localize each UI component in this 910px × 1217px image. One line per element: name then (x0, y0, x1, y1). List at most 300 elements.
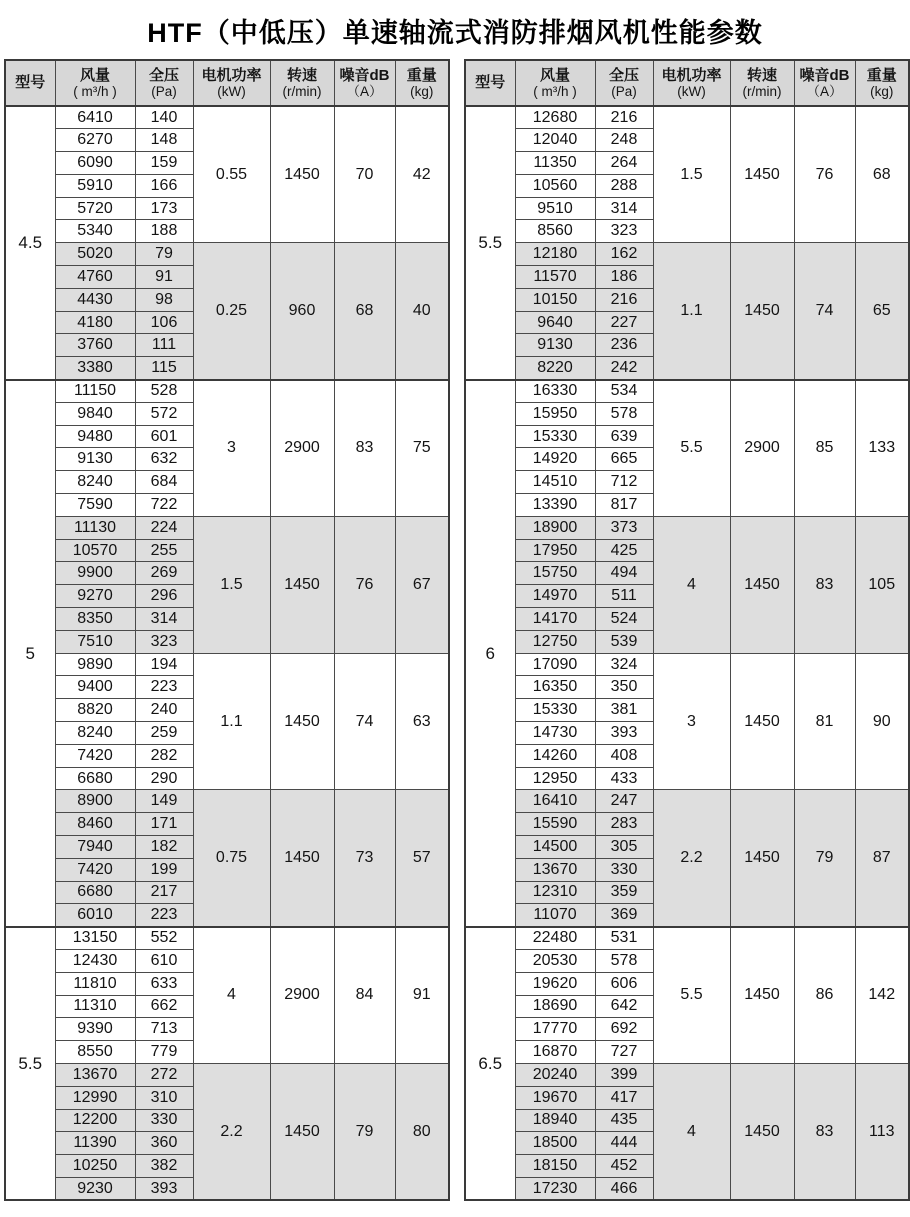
airflow-cell: 12990 (55, 1086, 135, 1109)
weight-cell: 42 (395, 106, 449, 243)
weight-cell: 63 (395, 653, 449, 790)
pressure-cell: 369 (595, 904, 653, 927)
model-cell: 5.5 (5, 927, 55, 1201)
airflow-cell: 15950 (515, 402, 595, 425)
pressure-cell: 552 (135, 927, 193, 950)
pressure-cell: 662 (135, 995, 193, 1018)
airflow-cell: 9640 (515, 311, 595, 334)
pressure-cell: 223 (135, 676, 193, 699)
column-header-noise: 噪音dB （A） (794, 60, 855, 106)
power-cell: 4 (653, 1063, 730, 1200)
pressure-cell: 632 (135, 448, 193, 471)
column-header-speed: 转速 (r/min) (270, 60, 334, 106)
column-header-pressure: 全压 (Pa) (135, 60, 193, 106)
airflow-cell: 3760 (55, 334, 135, 357)
airflow-cell: 8460 (55, 813, 135, 836)
pressure-cell: 162 (595, 243, 653, 266)
noise-cell: 81 (794, 653, 855, 790)
weight-cell: 105 (855, 516, 909, 653)
pressure-cell: 359 (595, 881, 653, 904)
speed-cell: 1450 (270, 516, 334, 653)
airflow-cell: 10560 (515, 174, 595, 197)
airflow-cell: 14970 (515, 585, 595, 608)
pressure-cell: 314 (595, 197, 653, 220)
weight-cell: 91 (395, 927, 449, 1064)
tables-container (4, 59, 906, 1201)
airflow-cell: 4760 (55, 266, 135, 289)
pressure-cell: 269 (135, 562, 193, 585)
airflow-cell: 8820 (55, 699, 135, 722)
airflow-cell: 9840 (55, 402, 135, 425)
speed-cell: 2900 (270, 927, 334, 1064)
airflow-cell: 6680 (55, 767, 135, 790)
airflow-cell: 12950 (515, 767, 595, 790)
weight-cell: 75 (395, 380, 449, 517)
header-row (465, 60, 909, 106)
pressure-cell: 186 (595, 266, 653, 289)
power-cell: 2.2 (653, 790, 730, 927)
airflow-cell: 16870 (515, 1041, 595, 1064)
airflow-cell: 8220 (515, 357, 595, 380)
table-row (465, 516, 909, 539)
airflow-cell: 15330 (515, 425, 595, 448)
power-cell: 5.5 (653, 927, 730, 1064)
weight-cell: 68 (855, 106, 909, 243)
weight-cell: 40 (395, 243, 449, 380)
speed-cell: 1450 (270, 106, 334, 243)
table-row (5, 516, 449, 539)
pressure-cell: 435 (595, 1109, 653, 1132)
power-cell: 5.5 (653, 380, 730, 517)
pressure-cell: 360 (135, 1132, 193, 1155)
pressure-cell: 283 (595, 813, 653, 836)
airflow-cell: 18500 (515, 1132, 595, 1155)
speed-cell: 1450 (730, 790, 794, 927)
airflow-cell: 11390 (55, 1132, 135, 1155)
weight-cell: 87 (855, 790, 909, 927)
noise-cell: 76 (794, 106, 855, 243)
airflow-cell: 8900 (55, 790, 135, 813)
column-header-power: 电机功率 (kW) (193, 60, 270, 106)
pressure-cell: 528 (135, 380, 193, 403)
pressure-cell: 91 (135, 266, 193, 289)
noise-cell: 86 (794, 927, 855, 1064)
pressure-cell: 106 (135, 311, 193, 334)
airflow-cell: 16350 (515, 676, 595, 699)
power-cell: 1.5 (193, 516, 270, 653)
airflow-cell: 12310 (515, 881, 595, 904)
speed-cell: 1450 (730, 106, 794, 243)
pressure-cell: 149 (135, 790, 193, 813)
pressure-cell: 323 (135, 630, 193, 653)
noise-cell: 68 (334, 243, 395, 380)
table-row (5, 1063, 449, 1086)
airflow-cell: 14920 (515, 448, 595, 471)
pressure-cell: 511 (595, 585, 653, 608)
pressure-cell: 259 (135, 722, 193, 745)
power-cell: 0.75 (193, 790, 270, 927)
pressure-cell: 722 (135, 494, 193, 517)
airflow-cell: 5020 (55, 243, 135, 266)
airflow-cell: 8240 (55, 471, 135, 494)
noise-cell: 79 (334, 1063, 395, 1200)
airflow-cell: 14510 (515, 471, 595, 494)
column-header-airflow: 风量 ( m³/h ) (55, 60, 135, 106)
noise-cell: 74 (334, 653, 395, 790)
table-row (465, 106, 909, 129)
airflow-cell: 10150 (515, 288, 595, 311)
weight-cell: 142 (855, 927, 909, 1064)
airflow-cell: 11570 (515, 266, 595, 289)
airflow-cell: 7420 (55, 858, 135, 881)
airflow-cell: 9890 (55, 653, 135, 676)
airflow-cell: 3380 (55, 357, 135, 380)
pressure-cell: 111 (135, 334, 193, 357)
airflow-cell: 9230 (55, 1177, 135, 1200)
airflow-cell: 9130 (55, 448, 135, 471)
power-cell: 0.55 (193, 106, 270, 243)
pressure-cell: 188 (135, 220, 193, 243)
airflow-cell: 9390 (55, 1018, 135, 1041)
pressure-cell: 606 (595, 972, 653, 995)
speed-cell: 1450 (270, 1063, 334, 1200)
column-header-speed: 转速 (r/min) (730, 60, 794, 106)
pressure-cell: 330 (135, 1109, 193, 1132)
pressure-cell: 216 (595, 288, 653, 311)
table-row (5, 927, 449, 950)
noise-cell: 76 (334, 516, 395, 653)
pressure-cell: 393 (135, 1177, 193, 1200)
airflow-cell: 7590 (55, 494, 135, 517)
airflow-cell: 17950 (515, 539, 595, 562)
airflow-cell: 11150 (55, 380, 135, 403)
pressure-cell: 242 (595, 357, 653, 380)
airflow-cell: 18150 (515, 1155, 595, 1178)
column-header-model: 型号 (5, 60, 55, 106)
column-header-noise: 噪音dB （A） (334, 60, 395, 106)
pressure-cell: 393 (595, 722, 653, 745)
airflow-cell: 14730 (515, 722, 595, 745)
column-header-airflow: 风量 ( m³/h ) (515, 60, 595, 106)
airflow-cell: 6090 (55, 152, 135, 175)
model-cell: 5.5 (465, 106, 515, 380)
pressure-cell: 531 (595, 927, 653, 950)
airflow-cell: 6270 (55, 129, 135, 152)
power-cell: 2.2 (193, 1063, 270, 1200)
model-cell: 6.5 (465, 927, 515, 1201)
pressure-cell: 182 (135, 836, 193, 859)
airflow-cell: 6010 (55, 904, 135, 927)
model-cell: 5 (5, 380, 55, 927)
speed-cell: 1450 (730, 927, 794, 1064)
speed-cell: 1450 (730, 653, 794, 790)
airflow-cell: 19620 (515, 972, 595, 995)
airflow-cell: 8350 (55, 608, 135, 631)
airflow-cell: 7420 (55, 744, 135, 767)
airflow-cell: 8560 (515, 220, 595, 243)
pressure-cell: 324 (595, 653, 653, 676)
power-cell: 0.25 (193, 243, 270, 380)
pressure-cell: 381 (595, 699, 653, 722)
airflow-cell: 12680 (515, 106, 595, 129)
airflow-cell: 17770 (515, 1018, 595, 1041)
pressure-cell: 494 (595, 562, 653, 585)
column-header-model: 型号 (465, 60, 515, 106)
table-row (5, 380, 449, 403)
pressure-cell: 444 (595, 1132, 653, 1155)
airflow-cell: 14500 (515, 836, 595, 859)
airflow-cell: 11070 (515, 904, 595, 927)
pressure-cell: 314 (135, 608, 193, 631)
pressure-cell: 633 (135, 972, 193, 995)
table-slot-right (464, 59, 910, 1201)
pressure-cell: 539 (595, 630, 653, 653)
pressure-cell: 247 (595, 790, 653, 813)
airflow-cell: 17230 (515, 1177, 595, 1200)
noise-cell: 83 (334, 380, 395, 517)
pressure-cell: 194 (135, 653, 193, 676)
weight-cell: 65 (855, 243, 909, 380)
pressure-cell: 115 (135, 357, 193, 380)
airflow-cell: 12180 (515, 243, 595, 266)
fan-performance-table-left (4, 59, 450, 1201)
pressure-cell: 173 (135, 197, 193, 220)
airflow-cell: 18690 (515, 995, 595, 1018)
speed-cell: 1450 (270, 653, 334, 790)
table-row (5, 106, 449, 129)
power-cell: 4 (193, 927, 270, 1064)
pressure-cell: 216 (595, 106, 653, 129)
airflow-cell: 15750 (515, 562, 595, 585)
airflow-cell: 9130 (515, 334, 595, 357)
noise-cell: 74 (794, 243, 855, 380)
power-cell: 3 (193, 380, 270, 517)
pressure-cell: 692 (595, 1018, 653, 1041)
table-row (5, 790, 449, 813)
noise-cell: 79 (794, 790, 855, 927)
airflow-cell: 5720 (55, 197, 135, 220)
pressure-cell: 236 (595, 334, 653, 357)
airflow-cell: 7940 (55, 836, 135, 859)
pressure-cell: 425 (595, 539, 653, 562)
pressure-cell: 248 (595, 129, 653, 152)
airflow-cell: 4180 (55, 311, 135, 334)
pressure-cell: 466 (595, 1177, 653, 1200)
weight-cell: 90 (855, 653, 909, 790)
speed-cell: 1450 (730, 516, 794, 653)
table-slot-left (4, 59, 450, 1201)
pressure-cell: 417 (595, 1086, 653, 1109)
airflow-cell: 19670 (515, 1086, 595, 1109)
pressure-cell: 817 (595, 494, 653, 517)
airflow-cell: 12750 (515, 630, 595, 653)
airflow-cell: 17090 (515, 653, 595, 676)
weight-cell: 57 (395, 790, 449, 927)
speed-cell: 1450 (730, 243, 794, 380)
table-row (465, 1063, 909, 1086)
pressure-cell: 166 (135, 174, 193, 197)
pressure-cell: 255 (135, 539, 193, 562)
pressure-cell: 217 (135, 881, 193, 904)
weight-cell: 113 (855, 1063, 909, 1200)
airflow-cell: 12430 (55, 949, 135, 972)
pressure-cell: 171 (135, 813, 193, 836)
fan-performance-table-right (464, 59, 910, 1201)
airflow-cell: 14260 (515, 744, 595, 767)
pressure-cell: 98 (135, 288, 193, 311)
airflow-cell: 11130 (55, 516, 135, 539)
pressure-cell: 534 (595, 380, 653, 403)
pressure-cell: 373 (595, 516, 653, 539)
pressure-cell: 350 (595, 676, 653, 699)
pressure-cell: 310 (135, 1086, 193, 1109)
airflow-cell: 12200 (55, 1109, 135, 1132)
column-header-pressure: 全压 (Pa) (595, 60, 653, 106)
table-row (465, 653, 909, 676)
speed-cell: 2900 (730, 380, 794, 517)
model-cell: 6 (465, 380, 515, 927)
airflow-cell: 10570 (55, 539, 135, 562)
airflow-cell: 7510 (55, 630, 135, 653)
airflow-cell: 16410 (515, 790, 595, 813)
pressure-cell: 224 (135, 516, 193, 539)
airflow-cell: 13670 (55, 1063, 135, 1086)
pressure-cell: 408 (595, 744, 653, 767)
airflow-cell: 11350 (515, 152, 595, 175)
pressure-cell: 712 (595, 471, 653, 494)
airflow-cell: 15590 (515, 813, 595, 836)
pressure-cell: 282 (135, 744, 193, 767)
pressure-cell: 601 (135, 425, 193, 448)
speed-cell: 2900 (270, 380, 334, 517)
column-header-weight: 重量 (kg) (855, 60, 909, 106)
noise-cell: 83 (794, 1063, 855, 1200)
airflow-cell: 9510 (515, 197, 595, 220)
airflow-cell: 12040 (515, 129, 595, 152)
pressure-cell: 684 (135, 471, 193, 494)
header-row (5, 60, 449, 106)
pressure-cell: 665 (595, 448, 653, 471)
noise-cell: 73 (334, 790, 395, 927)
noise-cell: 84 (334, 927, 395, 1064)
table-row (465, 380, 909, 403)
airflow-cell: 20530 (515, 949, 595, 972)
airflow-cell: 5340 (55, 220, 135, 243)
weight-cell: 80 (395, 1063, 449, 1200)
pressure-cell: 159 (135, 152, 193, 175)
airflow-cell: 8240 (55, 722, 135, 745)
pressure-cell: 578 (595, 402, 653, 425)
table-row (465, 243, 909, 266)
pressure-cell: 572 (135, 402, 193, 425)
pressure-cell: 227 (595, 311, 653, 334)
pressure-cell: 452 (595, 1155, 653, 1178)
model-cell: 4.5 (5, 106, 55, 380)
pressure-cell: 610 (135, 949, 193, 972)
pressure-cell: 272 (135, 1063, 193, 1086)
airflow-cell: 5910 (55, 174, 135, 197)
column-header-weight: 重量 (kg) (395, 60, 449, 106)
noise-cell: 70 (334, 106, 395, 243)
pressure-cell: 223 (135, 904, 193, 927)
pressure-cell: 382 (135, 1155, 193, 1178)
airflow-cell: 11310 (55, 995, 135, 1018)
pressure-cell: 713 (135, 1018, 193, 1041)
airflow-cell: 6410 (55, 106, 135, 129)
airflow-cell: 9270 (55, 585, 135, 608)
speed-cell: 1450 (730, 1063, 794, 1200)
pressure-cell: 578 (595, 949, 653, 972)
pressure-cell: 79 (135, 243, 193, 266)
column-header-power: 电机功率 (kW) (653, 60, 730, 106)
pressure-cell: 305 (595, 836, 653, 859)
pressure-cell: 639 (595, 425, 653, 448)
pressure-cell: 330 (595, 858, 653, 881)
airflow-cell: 9400 (55, 676, 135, 699)
pressure-cell: 199 (135, 858, 193, 881)
pressure-cell: 288 (595, 174, 653, 197)
power-cell: 1.5 (653, 106, 730, 243)
airflow-cell: 13390 (515, 494, 595, 517)
power-cell: 1.1 (193, 653, 270, 790)
pressure-cell: 290 (135, 767, 193, 790)
airflow-cell: 13670 (515, 858, 595, 881)
airflow-cell: 9480 (55, 425, 135, 448)
weight-cell: 133 (855, 380, 909, 517)
table-row (5, 653, 449, 676)
pressure-cell: 240 (135, 699, 193, 722)
pressure-cell: 323 (595, 220, 653, 243)
page-title: HTF（中低压）单速轴流式消防排烟风机性能参数 (147, 18, 763, 48)
speed-cell: 1450 (270, 790, 334, 927)
table-row (5, 243, 449, 266)
weight-cell: 67 (395, 516, 449, 653)
airflow-cell: 14170 (515, 608, 595, 631)
pressure-cell: 779 (135, 1041, 193, 1064)
pressure-cell: 264 (595, 152, 653, 175)
power-cell: 3 (653, 653, 730, 790)
noise-cell: 83 (794, 516, 855, 653)
airflow-cell: 11810 (55, 972, 135, 995)
pressure-cell: 642 (595, 995, 653, 1018)
pressure-cell: 433 (595, 767, 653, 790)
airflow-cell: 16330 (515, 380, 595, 403)
noise-cell: 85 (794, 380, 855, 517)
airflow-cell: 10250 (55, 1155, 135, 1178)
pressure-cell: 524 (595, 608, 653, 631)
airflow-cell: 18940 (515, 1109, 595, 1132)
airflow-cell: 15330 (515, 699, 595, 722)
pressure-cell: 296 (135, 585, 193, 608)
airflow-cell: 18900 (515, 516, 595, 539)
airflow-cell: 20240 (515, 1063, 595, 1086)
pressure-cell: 148 (135, 129, 193, 152)
airflow-cell: 13150 (55, 927, 135, 950)
pressure-cell: 727 (595, 1041, 653, 1064)
pressure-cell: 399 (595, 1063, 653, 1086)
airflow-cell: 9900 (55, 562, 135, 585)
pressure-cell: 140 (135, 106, 193, 129)
table-row (465, 927, 909, 950)
power-cell: 1.1 (653, 243, 730, 380)
table-row (465, 790, 909, 813)
airflow-cell: 4430 (55, 288, 135, 311)
airflow-cell: 22480 (515, 927, 595, 950)
power-cell: 4 (653, 516, 730, 653)
airflow-cell: 8550 (55, 1041, 135, 1064)
speed-cell: 960 (270, 243, 334, 380)
airflow-cell: 6680 (55, 881, 135, 904)
